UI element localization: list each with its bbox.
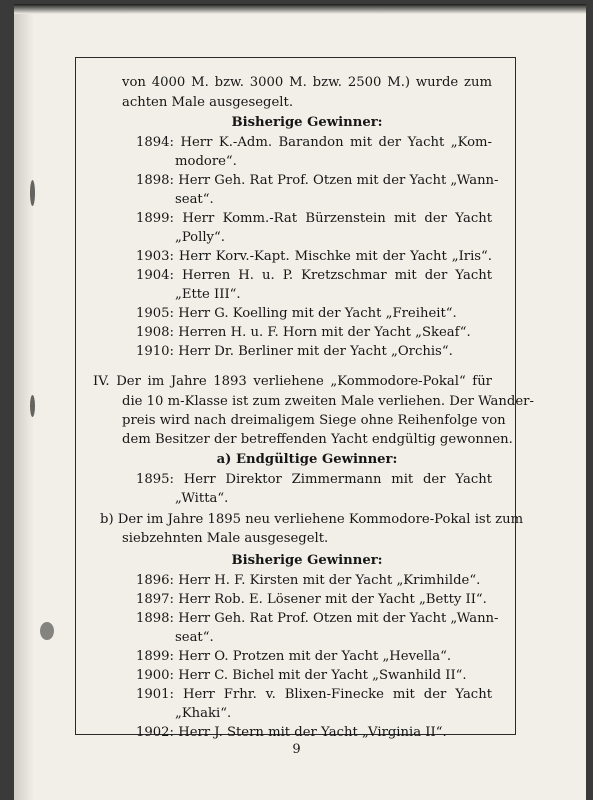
text-line: 1895: Herr Direktor Zimmermann mit der Yacht (136, 472, 492, 487)
text-line: 1904: Herren H. u. P. Kretzschmar mit der Yacht (136, 268, 492, 283)
text-line: die 10 m-Klasse ist zum zweiten Male verliehen. Der Wander- (122, 394, 534, 409)
ink-spot (30, 180, 35, 206)
text-line: „Khaki“. (175, 706, 232, 721)
text-line: 1899: Herr Komm.-Rat Bürzenstein mit der Yacht (136, 211, 492, 226)
text-line: Bisherige Gewinner: (231, 115, 383, 130)
text-line: 1910: Herr Dr. Berliner mit der Yacht „Orchis“. (136, 344, 453, 359)
text-line: 1902: Herr J. Stern mit der Yacht „Virginia II“. (136, 725, 447, 740)
text-line: 1898: Herr Geh. Rat Prof. Otzen mit der Yacht „Wann- (136, 173, 499, 188)
text-line: modore“. (175, 154, 237, 169)
text-line: 1905: Herr G. Koelling mit der Yacht „Freiheit“. (136, 306, 457, 321)
text-line: 1896: Herr H. F. Kirsten mit der Yacht „Krimhilde“. (136, 573, 481, 588)
text-line: a) Endgültige Gewinner: (216, 452, 398, 467)
page-number: 9 (292, 742, 301, 757)
text-line: 1897: Herr Rob. E. Lösener mit der Yacht „Betty II“. (136, 592, 487, 607)
text-line: Bisherige Gewinner: (231, 553, 383, 568)
text-line: „Ette III“. (175, 287, 241, 302)
text-line: seat“. (175, 192, 214, 207)
text-line: seat“. (175, 630, 214, 645)
text-line: preis wird nach dreimaligem Siege ohne Reihenfolge von (122, 413, 506, 428)
ink-spot (30, 395, 35, 417)
text-line: von 4000 M. bzw. 3000 M. bzw. 2500 M.) wurde zum (122, 75, 492, 90)
text-line: achten Male ausgesegelt. (122, 95, 294, 110)
text-line: IV. Der im Jahre 1893 verliehene „Kommodore-Pokal“ für (93, 374, 492, 389)
text-line: 1899: Herr O. Protzen mit der Yacht „Hevella“. (136, 649, 452, 664)
text-line: 1901: Herr Frhr. v. Blixen-Finecke mit der Yacht (136, 687, 492, 702)
text-line: 1894: Herr K.-Adm. Barandon mit der Yacht „Kom- (136, 135, 492, 150)
page-top-shadow (14, 4, 586, 14)
text-line: 1898: Herr Geh. Rat Prof. Otzen mit der Yacht „Wann- (136, 611, 499, 626)
text-line: 1903: Herr Korv.-Kapt. Mischke mit der Yacht „Iris“. (136, 249, 492, 264)
text-line: „Polly“. (175, 230, 225, 245)
ink-spot (40, 622, 54, 640)
text-line: siebzehnten Male ausgesegelt. (122, 531, 329, 546)
text-line: b) Der im Jahre 1895 neu verliehene Kommodore-Pokal ist zum (100, 512, 524, 527)
text-line: „Witta“. (175, 491, 229, 506)
text-line: dem Besitzer der betreffenden Yacht endgültig gewonnen. (122, 432, 513, 447)
text-line: 1908: Herren H. u. F. Horn mit der Yacht „Skeaf“. (136, 325, 471, 340)
text-line: 1900: Herr C. Bichel mit der Yacht „Swanhild II“. (136, 668, 467, 683)
